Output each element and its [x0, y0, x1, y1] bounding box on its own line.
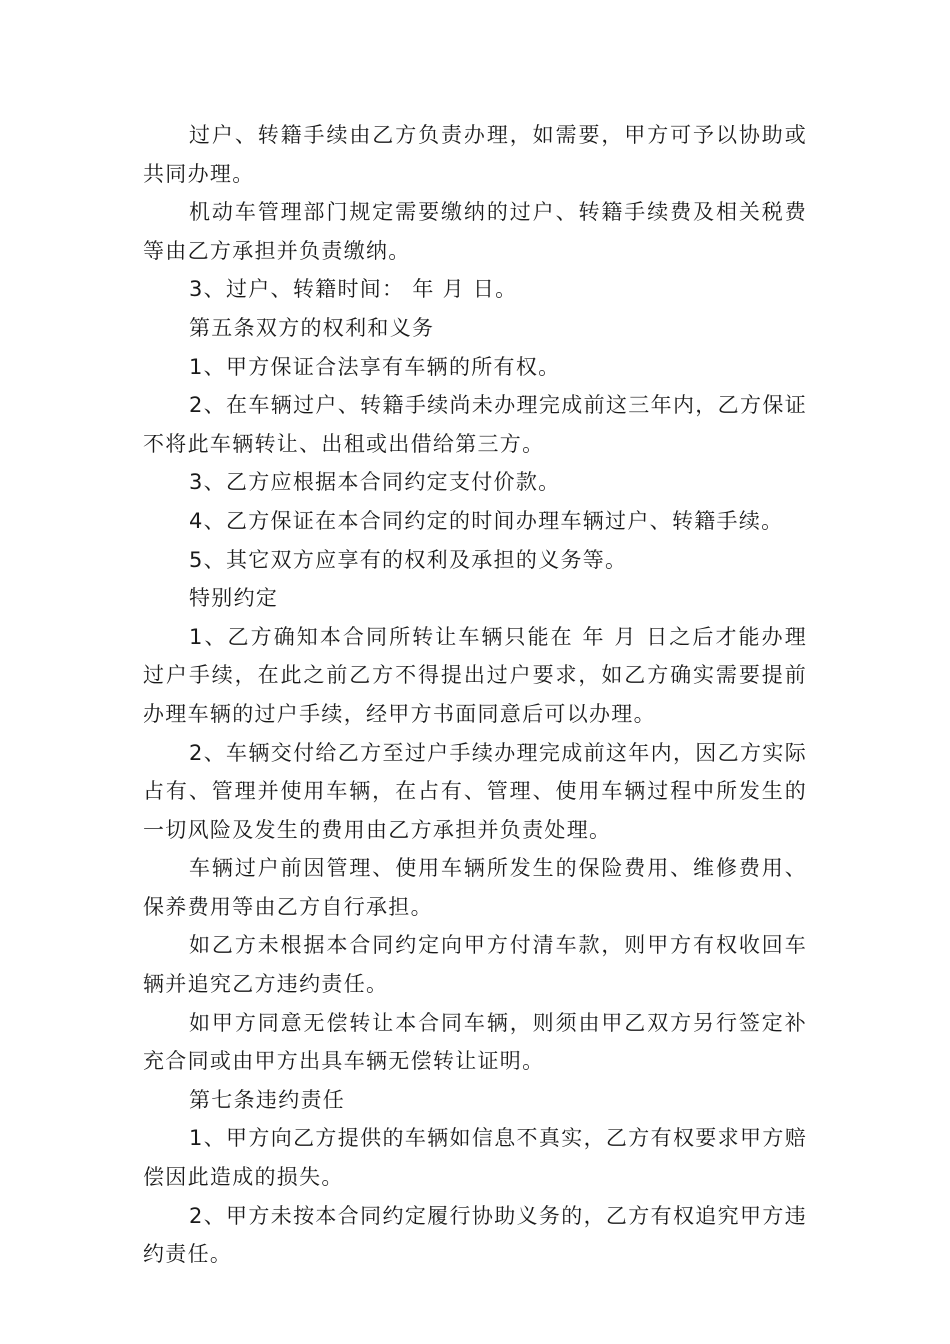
list-item-5-2: 2、在车辆过户、转籍手续尚未办理完成前这三年内，乙方保证不将此车辆转让、出租或出借给第三方。: [143, 393, 807, 456]
list-item-7-1: 1、甲方向乙方提供的车辆如信息不真实，乙方有权要求甲方赔偿因此造成的损失。: [143, 1126, 807, 1190]
paragraph-free-transfer: 如甲方同意无偿转让本合同车辆，则须由甲乙双方另行签定补充合同或由甲方出具车辆无偿转让证明。: [143, 1010, 807, 1074]
list-item-special-2: 2、车辆交付给乙方至过户手续办理完成前这年内，因乙方实际占有、管理并使用车辆，在占有、管理、使用车辆过程中所发生的一切风险及发生的费用由乙方承担并负责处理。: [143, 740, 807, 842]
paragraph-transfer-time: 3、过户、转籍时间： 年 月 日。: [189, 277, 518, 302]
section-heading-article-7: 第七条违约责任: [189, 1087, 346, 1112]
list-item-5-4: 4、乙方保证在本合同约定的时间办理车辆过户、转籍手续。: [189, 508, 784, 533]
list-item-5-1: 1、甲方保证合法享有车辆的所有权。: [189, 354, 561, 379]
list-item-5-3: 3、乙方应根据本合同约定支付价款。: [189, 470, 561, 495]
paragraph-transfer-handling: 过户、转籍手续由乙方负责办理，如需要，甲方可予以协助或共同办理。: [143, 123, 807, 186]
paragraph-insurance-costs: 车辆过户前因管理、使用车辆所发生的保险费用、维修费用、保养费用等由乙方自行承担。: [143, 856, 807, 919]
list-item-special-1: 1、乙方确知本合同所转让车辆只能在 年 月 日之后才能办理过户手续，在此之前乙方不得提出过户要求，如乙方确实需要提前办理车辆的过户手续，经甲方书面同意后可以办理。: [143, 624, 807, 726]
list-item-7-2: 2、甲方未按本合同约定履行协助义务的，乙方有权追究甲方违约责任。: [143, 1203, 807, 1267]
section-heading-special-terms: 特别约定: [189, 586, 279, 611]
section-heading-article-5: 第五条双方的权利和义务: [189, 315, 435, 340]
paragraph-transfer-fees: 机动车管理部门规定需要缴纳的过户、转籍手续费及相关税费等由乙方承担并负责缴纳。: [143, 200, 807, 263]
paragraph-payment-default: 如乙方未根据本合同约定向甲方付清车款，则甲方有权收回车辆并追究乙方违约责任。: [143, 933, 807, 997]
list-item-5-5: 5、其它双方应享有的权利及承担的义务等。: [189, 547, 628, 572]
document-body: [143, 116, 807, 1274]
